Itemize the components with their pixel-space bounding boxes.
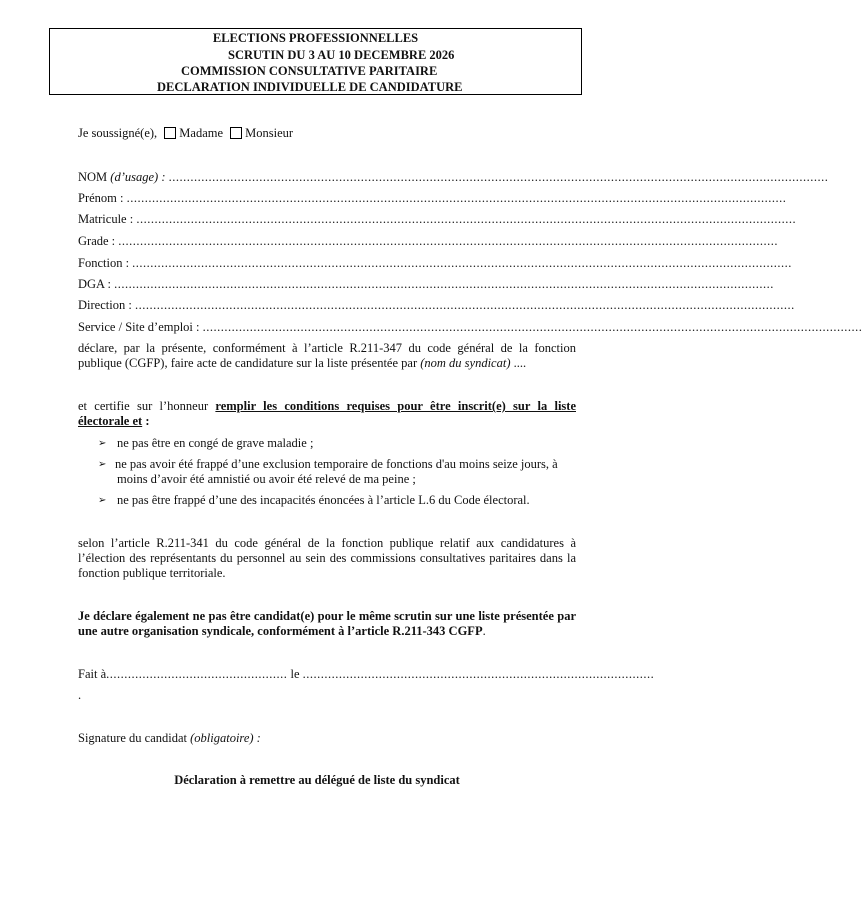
declaration-text: déclare, par la présente, conformément à l’article R.211-347 du code général de la fonction publique (CGFP), faire acte de candidature sur la liste présentée par	[78, 341, 576, 370]
nom-field[interactable]	[78, 170, 829, 185]
prenom-dots: ......................................................................................................................................................................................	[126, 191, 787, 205]
header-line-4: DECLARATION INDIVIDUELLE DE CANDIDATURE	[157, 80, 463, 94]
fait-label: Fait à	[78, 667, 107, 681]
service-dots: ......................................................................................................................................................................................	[202, 320, 862, 334]
condition-item-3	[98, 493, 576, 508]
madame-checkbox[interactable]	[164, 127, 176, 139]
arrow-bullet-icon: ➢	[98, 438, 107, 449]
direction-label: Direction :	[78, 298, 132, 312]
matricule-label: Matricule :	[78, 212, 134, 226]
madame-label: Madame	[179, 126, 224, 140]
syndicat-hint: (nom du syndicat)	[420, 356, 511, 370]
dga-label: DGA :	[78, 277, 111, 291]
je-declare-text: Je déclare également ne pas être candidat(e) pour le même scrutin sur une liste présentée par une autre organisation syndicale, conformément à l’article R.211-343 CGFP	[78, 609, 576, 638]
signature-label: Signature du candidat	[78, 731, 187, 745]
certifie-conditions: remplir les conditions requises pour être inscrit(e) sur la liste électorale et	[78, 399, 576, 428]
fonction-dots: ......................................................................................................................................................................................	[132, 256, 792, 270]
fait-date-dots: .................................................................................................	[302, 667, 655, 681]
matricule-field[interactable]	[78, 212, 797, 227]
certifie-colon: :	[145, 414, 150, 428]
service-label: Service / Site d’emploi :	[78, 320, 200, 334]
header-line-3: COMMISSION CONSULTATIVE PARITAIRE	[181, 64, 438, 78]
monsieur-label: Monsieur	[245, 126, 294, 140]
matricule-dots: ......................................................................................................................................................................................	[136, 212, 797, 226]
condition-item-2	[98, 457, 576, 487]
nom-hint: (d’usage) :	[110, 170, 166, 184]
monsieur-checkbox[interactable]	[230, 127, 242, 139]
certifie-prefix: et certifie sur l’honneur	[78, 399, 209, 413]
certifie-paragraph	[78, 399, 576, 429]
grade-field[interactable]	[78, 234, 779, 249]
direction-dots: ......................................................................................................................................................................................	[134, 298, 795, 312]
dga-field[interactable]	[78, 277, 774, 292]
arrow-bullet-icon: ➢	[98, 459, 107, 470]
nom-label: NOM	[78, 170, 108, 184]
dga-dots: ......................................................................................................................................................................................	[114, 277, 774, 291]
header-box	[49, 28, 582, 95]
service-field[interactable]	[78, 320, 862, 335]
je-declare-end: .	[482, 624, 486, 638]
fait-line[interactable]	[78, 667, 655, 682]
signature-hint: (obligatoire) :	[190, 731, 261, 745]
condition-item-1	[98, 436, 576, 451]
je-declare-paragraph	[78, 609, 576, 639]
prenom-field[interactable]	[78, 191, 787, 206]
grade-dots: ......................................................................................................................................................................................	[118, 234, 779, 248]
condition-text-1: ne pas être en congé de grave maladie ;	[117, 436, 314, 450]
footer-note: Déclaration à remettre au délégué de liste du syndicat	[174, 773, 460, 787]
prenom-label: Prénom :	[78, 191, 124, 205]
direction-field[interactable]	[78, 298, 795, 313]
civility-line	[78, 126, 293, 141]
declaration-trail: ....	[513, 356, 527, 370]
header-line-1: ELECTIONS PROFESSIONNELLES	[212, 31, 419, 45]
grade-label: Grade :	[78, 234, 116, 248]
fait-le-label: le	[290, 667, 300, 681]
selon-paragraph: selon l’article R.211-341 du code général de la fonction publique relatif aux candidatures à l’élection des représentants du personnel au sein des commissions consultatives paritaires dans la fonction publique territoriale.	[78, 536, 576, 580]
nom-dots: ......................................................................................................................................................................................	[168, 170, 829, 184]
civility-prefix: Je soussigné(e),	[78, 126, 158, 140]
fonction-label: Fonction :	[78, 256, 130, 270]
arrow-bullet-icon: ➢	[98, 495, 107, 506]
declaration-paragraph	[78, 341, 576, 371]
header-line-2: SCRUTIN DU 3 AU 10 DECEMBRE 2026	[228, 48, 455, 62]
fait-place-dots: ..................................................	[106, 667, 288, 681]
signature-line[interactable]	[78, 731, 261, 746]
condition-text-3: ne pas être frappé d’une des incapacités énoncées à l’article L.6 du Code électoral.	[117, 493, 530, 507]
fonction-field[interactable]	[78, 256, 792, 271]
fait-dot: .	[78, 688, 82, 702]
condition-text-2: ne pas avoir été frappé d’une exclusion temporaire de fonctions d'au moins seize jours, à moins d’avoir été amnistié ou avoir été relevé de ma peine ;	[115, 457, 558, 486]
